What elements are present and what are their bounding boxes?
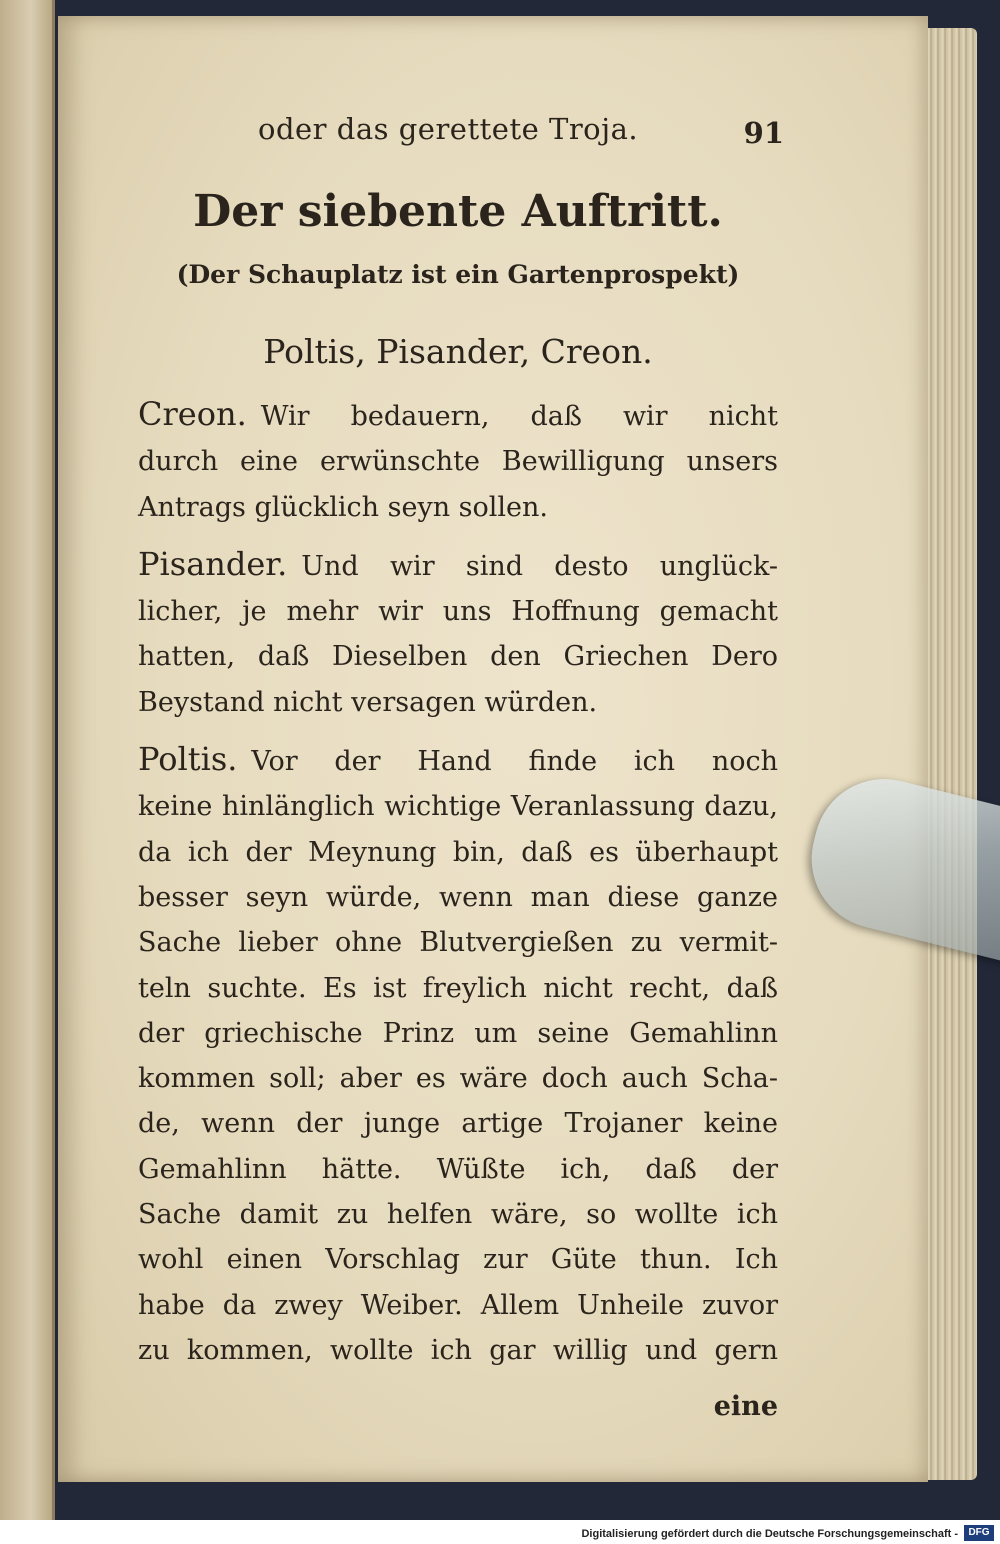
text-line: da ich der Meynung bin, daß es überhaupt xyxy=(138,836,778,868)
running-head-title: oder das gerettete Troja. xyxy=(258,112,639,146)
running-head xyxy=(138,112,784,172)
dialogue-paragraph xyxy=(138,542,778,725)
text-line xyxy=(138,737,778,784)
dfg-logo-icon: DFG xyxy=(964,1525,994,1541)
text-line: Sache lieber ohne Blutvergießen zu vermit- xyxy=(138,927,778,959)
digitization-credit: Digitalisierung gefördert durch die Deutsche Forschungsgemeinschaft - xyxy=(581,1528,958,1540)
text-line: teln suchte. Es ist freylich nicht recht, daß xyxy=(138,972,778,1004)
line-text: Vor der Hand finde ich noch xyxy=(251,746,778,778)
scene-heading: Der siebente Auftritt. xyxy=(193,186,723,237)
speaker-name: Pisander. xyxy=(138,544,288,583)
text-line: Beystand nicht versagen würden. xyxy=(138,686,598,718)
text-line: besser seyn würde, wenn man diese ganze xyxy=(138,881,778,913)
previous-page-edge xyxy=(0,0,55,1520)
text-line: durch eine erwünschte Bewilligung unsers xyxy=(138,446,778,478)
dialogue-paragraph xyxy=(138,737,778,1373)
text-line: Sache damit zu helfen wäre, so wollte ich xyxy=(138,1199,778,1231)
text-line: licher, je mehr wir uns Hoffnung gemacht xyxy=(138,596,778,628)
text-line xyxy=(138,392,778,439)
text-line: hatten, daß Dieselben den Griechen Dero xyxy=(138,641,778,673)
page-number: 91 xyxy=(743,116,784,150)
catchword: eine xyxy=(713,1391,778,1423)
text-line: kommen soll; aber es wäre doch auch Scha- xyxy=(138,1063,778,1095)
dialogue-paragraph xyxy=(138,392,778,530)
speaker-name: Creon. xyxy=(138,395,247,433)
line-text: Und wir sind desto unglück- xyxy=(301,550,778,582)
text-line: der griechische Prinz um seine Gemahlinn xyxy=(138,1017,778,1049)
dialogue-body xyxy=(138,392,778,1429)
text-block xyxy=(138,112,784,1429)
text-line: Antrags glücklich seyn sollen. xyxy=(138,491,549,523)
text-line: habe da zwey Weiber. Allem Unheile zuvor xyxy=(138,1289,778,1321)
text-line: zu kommen, wollte ich gar willig und gern xyxy=(138,1334,778,1366)
text-line: de, wenn der junge artige Trojaner keine xyxy=(138,1108,778,1140)
book-page xyxy=(58,16,928,1482)
footer-strip xyxy=(0,1520,1000,1544)
character-list: Poltis, Pisander, Creon. xyxy=(263,332,653,371)
text-line: Gemahlinn hätte. Wüßte ich, daß der xyxy=(138,1153,778,1185)
text-line xyxy=(138,542,778,589)
line-text: Wir bedauern, daß wir nicht xyxy=(260,401,778,432)
speaker-name: Poltis. xyxy=(138,740,238,779)
text-line: keine hinlänglich wichtige Veranlassung dazu, xyxy=(138,791,778,823)
stage-direction: (Der Schauplatz ist ein Gartenprospekt) xyxy=(176,260,740,289)
text-line: wohl einen Vorschlag zur Güte thun. Ich xyxy=(138,1244,778,1276)
